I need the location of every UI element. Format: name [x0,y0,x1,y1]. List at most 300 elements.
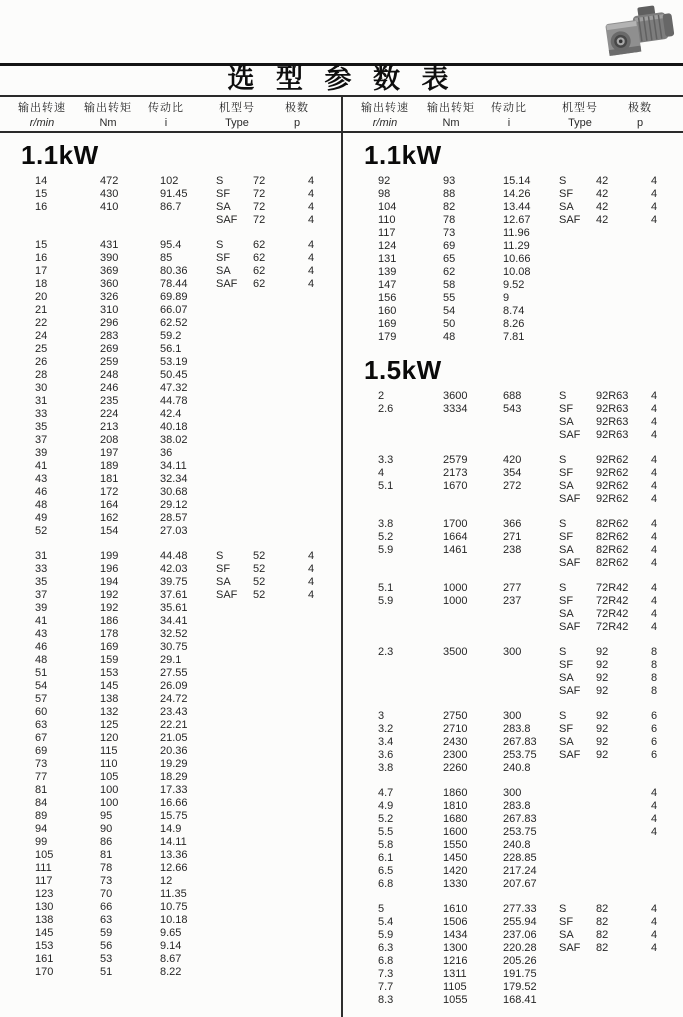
table-row [343,331,683,344]
cell-ratio [503,608,559,621]
cell-type-prefix: SAF [559,749,581,761]
cell-type-prefix: S [559,710,567,722]
cell-type-size [596,865,651,878]
cell-ratio: 220.28 [503,942,537,954]
cell-poles [308,719,341,732]
cell-poles [308,460,341,473]
cell-type-prefix [216,369,253,382]
cell-type-prefix: SF [559,595,574,607]
cell-ratio: 62.52 [160,317,188,329]
cell-type-size [253,771,308,784]
table-row [343,253,683,266]
cell-speed: 6.8 [378,955,394,967]
cell-speed: 43 [35,473,48,485]
cell-ratio: 240.8 [503,762,531,774]
table-row [343,429,683,442]
cell-type-prefix: SF [559,188,574,200]
cell-type-size [253,901,308,914]
cell-poles: 4 [651,454,658,466]
cell-speed: 3 [378,710,385,722]
cell-type-prefix: SA [216,201,231,213]
cell-torque [443,557,503,570]
cell-poles: 4 [651,800,658,812]
cell-torque: 1506 [443,916,468,928]
cell-poles: 4 [651,942,658,954]
cell-type-size [253,369,308,382]
cell-ratio: 11.96 [503,227,530,239]
cell-type-prefix: SA [559,201,574,213]
cell-type-size [596,968,651,981]
cell-torque: 78 [443,214,456,226]
cell-type-size: 62 [253,278,266,290]
cell-type-prefix [216,628,253,641]
cell-poles: 4 [308,252,315,264]
cell-type-prefix [216,875,253,888]
cell-type-prefix: S [216,239,224,251]
page-title: 选 型 参 数 表 [227,64,456,94]
table-row [0,732,341,745]
cell-torque [443,429,503,442]
table-row [0,265,341,278]
cell-ratio: 34.11 [160,460,187,472]
cell-torque: 246 [100,382,119,394]
cell-poles [651,878,683,891]
cell-ratio: 277.33 [503,903,537,915]
cell-torque: 63 [100,914,113,926]
cell-poles [308,862,341,875]
table-row [0,304,341,317]
cell-torque: 172 [100,486,119,498]
cell-speed: 39 [35,447,48,459]
cell-poles [308,823,341,836]
cell-torque: 159 [100,654,119,666]
cell-speed [378,429,443,442]
cell-torque: 1055 [443,994,468,1006]
cell-speed: 31 [35,395,48,407]
table-row [0,797,341,810]
table-row [0,771,341,784]
cell-torque: 59 [100,927,113,939]
cell-type-size: 82R62 [596,544,629,556]
cell-poles [651,994,683,1007]
cell-poles [308,434,341,447]
cell-type-size: 92R62 [596,480,629,492]
cell-ratio [503,429,559,442]
cell-type-size: 92R62 [596,493,629,505]
table-row [0,188,341,201]
cell-torque [100,214,160,227]
cell-poles: 4 [308,265,315,277]
cell-type-size [253,421,308,434]
table-row [0,434,341,447]
cell-poles [308,395,341,408]
cell-ratio [160,214,216,227]
cell-type-size [596,331,651,344]
cell-torque: 1610 [443,903,468,915]
cell-poles: 4 [651,403,658,415]
cell-speed: 41 [35,460,48,472]
cell-torque: 69 [443,240,456,252]
cell-type-prefix [216,486,253,499]
cell-torque: 51 [100,966,113,978]
cell-poles: 8 [651,685,658,697]
table-row [0,239,341,252]
table-row [0,654,341,667]
cell-torque [443,621,503,634]
power-section-heading: 1.1kW [21,140,99,170]
cell-type-size [253,797,308,810]
cell-torque: 62 [443,266,456,278]
cell-ratio: 13.36 [160,849,188,861]
cell-ratio: 80.36 [160,265,188,277]
table-row [343,531,683,544]
cell-torque: 235 [100,395,119,407]
cell-type-prefix [216,862,253,875]
table-row [0,525,341,538]
cell-type-size [253,602,308,615]
table-row [0,823,341,836]
cell-speed: 105 [35,849,54,861]
cell-torque: 192 [100,602,119,614]
cell-ratio: 8.26 [503,318,525,330]
cell-type-prefix [216,447,253,460]
table-row [0,447,341,460]
cell-ratio: 277 [503,582,522,594]
cell-speed: 3.8 [378,518,394,530]
cell-type-prefix [216,330,253,343]
table-row [343,672,683,685]
cell-ratio: 95.4 [160,239,182,251]
cell-torque: 192 [100,589,119,601]
cell-type-size [596,813,651,826]
cell-speed: 123 [35,888,54,900]
cell-ratio: 32.34 [160,473,188,485]
header-ratio: 传动比 i [491,102,527,129]
cell-ratio: 36 [160,447,173,459]
cell-poles [651,240,683,253]
cell-type-prefix: SA [559,416,574,428]
cell-speed: 5.2 [378,531,394,543]
cell-speed: 49 [35,512,48,524]
cell-ratio: 10.08 [503,266,531,278]
cell-torque: 1434 [443,929,468,941]
cell-type-size: 92 [596,736,609,748]
cell-type-size [253,706,308,719]
cell-ratio: 85 [160,252,173,264]
cell-type-size [596,318,651,331]
row-group [343,710,683,775]
cell-poles [308,473,341,486]
cell-poles [308,732,341,745]
cell-type-prefix: SAF [559,621,581,633]
cell-type-prefix [216,966,253,979]
cell-torque: 2300 [443,749,468,761]
cell-torque: 1105 [443,981,467,993]
cell-poles: 4 [651,214,658,226]
cell-ratio: 47.32 [160,382,188,394]
cell-torque: 66 [100,901,113,913]
cell-type-size [253,291,308,304]
cell-torque [443,685,503,698]
cell-torque: 431 [100,239,119,251]
cell-speed: 43 [35,628,48,640]
cell-poles: 4 [308,214,315,226]
cell-ratio: 283.8 [503,723,531,735]
cell-type-size [253,317,308,330]
cell-poles: 4 [308,278,315,290]
cell-type-size [253,953,308,966]
table-row [0,810,341,823]
cell-poles: 4 [651,429,658,441]
cell-type-prefix: SAF [559,685,581,697]
row-group [343,175,683,344]
cell-type-size: 62 [253,239,266,251]
cell-speed [378,621,443,634]
cell-speed: 104 [378,201,397,213]
cell-type-prefix: SAF [216,589,238,601]
cell-torque: 54 [443,305,456,317]
cell-ratio: 30.68 [160,486,188,498]
cell-type-prefix: SAF [559,942,581,954]
cell-speed: 145 [35,927,54,939]
table-row [343,865,683,878]
table-area [0,97,683,1017]
cell-poles: 4 [651,557,658,569]
cell-type-prefix [216,304,253,317]
cell-type-prefix [559,981,596,994]
cell-poles [308,888,341,901]
cell-type-size [253,758,308,771]
cell-type-prefix: SA [216,576,231,588]
row-group [343,518,683,570]
cell-poles: 4 [651,390,658,402]
cell-ratio: 37.61 [160,589,188,601]
cell-ratio: 27.55 [160,667,188,679]
table-row [0,317,341,330]
cell-torque: 1600 [443,826,468,838]
cell-speed: 26 [35,356,48,368]
cell-speed: 17 [35,265,48,277]
cell-type-size [253,654,308,667]
table-row [0,706,341,719]
cell-torque: 65 [443,253,456,265]
cell-poles [308,901,341,914]
cell-type-size [253,732,308,745]
cell-ratio [503,557,559,570]
cell-torque: 2260 [443,762,468,774]
cell-ratio: 78.44 [160,278,188,290]
table-row [0,758,341,771]
cell-type-prefix [216,823,253,836]
cell-ratio: 19.29 [160,758,188,770]
cell-speed: 147 [378,279,397,291]
cell-type-prefix [216,473,253,486]
table-row [0,615,341,628]
cell-poles [308,927,341,940]
cell-type-prefix: SA [559,672,574,684]
cell-type-prefix: SA [216,265,231,277]
cell-poles [651,968,683,981]
cell-type-prefix [559,305,596,318]
cell-type-prefix [216,927,253,940]
cell-poles: 4 [651,493,658,505]
cell-ratio: 28.57 [160,512,188,524]
cell-type-size: 52 [253,563,266,575]
cell-type-size: 72 [253,201,266,213]
cell-type-size: 92 [596,659,609,671]
table-row [0,641,341,654]
cell-poles [651,305,683,318]
table-row [343,467,683,480]
cell-type-prefix [559,968,596,981]
cell-type-size [596,955,651,968]
table-row [0,576,341,589]
cell-ratio: 102 [160,175,179,187]
cell-type-size [596,253,651,266]
cell-ratio: 283.8 [503,800,531,812]
cell-type-size [253,434,308,447]
cell-speed: 4.9 [378,800,394,812]
cell-type-size [596,878,651,891]
cell-poles: 8 [651,646,658,658]
cell-type-prefix: S [559,903,567,915]
cell-torque: 196 [100,563,119,575]
header-output-speed: 输出转速 r/min [18,102,66,129]
cell-type-prefix: SF [216,252,231,264]
cell-poles [651,253,683,266]
table-row [343,480,683,493]
cell-type-size [253,888,308,901]
cell-type-prefix [559,292,596,305]
cell-torque: 82 [443,201,456,213]
cell-type-size [596,240,651,253]
table-row [343,929,683,942]
cell-torque: 58 [443,279,456,291]
cell-poles: 4 [651,518,658,530]
cell-ratio: 42.03 [160,563,188,575]
cell-torque: 390 [100,252,119,264]
cell-torque [443,493,503,506]
cell-ratio: 8.67 [160,953,182,965]
cell-speed: 131 [378,253,397,265]
cell-torque [443,672,503,685]
cell-type-size: 52 [253,576,266,588]
cell-type-prefix [559,800,596,813]
header-model-type: 机型号 Type [219,102,255,129]
cell-torque: 145 [100,680,119,692]
cell-torque: 1420 [443,865,468,877]
cell-type-size [253,395,308,408]
cell-ratio: 42.4 [160,408,182,420]
cell-type-prefix [216,291,253,304]
cell-type-size [253,473,308,486]
cell-ratio: 9 [503,292,510,304]
cell-speed: 77 [35,771,48,783]
cell-type-size: 72R42 [596,608,629,620]
cell-type-size [253,447,308,460]
header-poles: 极数 p [285,102,309,129]
table-row [0,914,341,927]
cell-type-prefix: SAF [559,214,581,226]
cell-type-prefix: SF [216,188,231,200]
cell-type-size [596,826,651,839]
cell-torque: 164 [100,499,119,511]
cell-type-prefix: SF [559,531,574,543]
table-row [0,693,341,706]
cell-torque: 55 [443,292,456,304]
table-row [343,214,683,227]
cell-ratio: 14.11 [160,836,187,848]
table-row [343,955,683,968]
cell-speed: 63 [35,719,48,731]
cell-torque: 1311 [443,968,467,980]
cell-poles [651,852,683,865]
cell-torque: 199 [100,550,119,562]
cell-ratio: 17.33 [160,784,188,796]
table-row [343,493,683,506]
cell-speed: 169 [378,318,397,330]
cell-type-size: 42 [596,201,609,213]
cell-speed [378,608,443,621]
table-row [343,279,683,292]
cell-ratio: 240.8 [503,839,531,851]
cell-ratio: 13.44 [503,201,531,213]
table-row [343,454,683,467]
cell-type-size [253,927,308,940]
cell-torque: 1860 [443,787,468,799]
table-row [0,875,341,888]
table-row [0,745,341,758]
cell-ratio: 29.12 [160,499,188,511]
cell-speed: 28 [35,369,48,381]
cell-ratio: 420 [503,454,522,466]
cell-poles [308,317,341,330]
cell-type-size: 92R63 [596,429,629,441]
cell-type-size: 92R63 [596,403,629,415]
cell-type-prefix [216,382,253,395]
cell-torque: 369 [100,265,119,277]
table-row [0,512,341,525]
cell-ratio [503,685,559,698]
cell-type-prefix [559,266,596,279]
cell-type-prefix [216,901,253,914]
table-row [343,762,683,775]
cell-speed [378,557,443,570]
cell-type-size: 92R63 [596,390,629,402]
cell-speed [378,493,443,506]
cell-poles [308,953,341,966]
cell-speed: 51 [35,667,48,679]
cell-ratio: 12.67 [503,214,531,226]
cell-ratio: 8.22 [160,966,182,978]
cell-torque: 430 [100,188,119,200]
cell-poles [308,875,341,888]
cell-ratio: 15.75 [160,810,188,822]
cell-type-size: 82 [596,916,609,928]
cell-ratio: 228.85 [503,852,537,864]
cell-poles: 4 [308,188,315,200]
cell-poles [308,940,341,953]
cell-ratio: 44.48 [160,550,188,562]
cell-poles [308,680,341,693]
cell-poles [651,279,683,292]
header-output-torque: 输出转矩 Nm [84,102,132,129]
cell-torque: 197 [100,447,119,459]
cell-speed [35,214,100,227]
cell-ratio: 14.9 [160,823,182,835]
cell-poles [308,408,341,421]
cell-torque: 2430 [443,736,468,748]
